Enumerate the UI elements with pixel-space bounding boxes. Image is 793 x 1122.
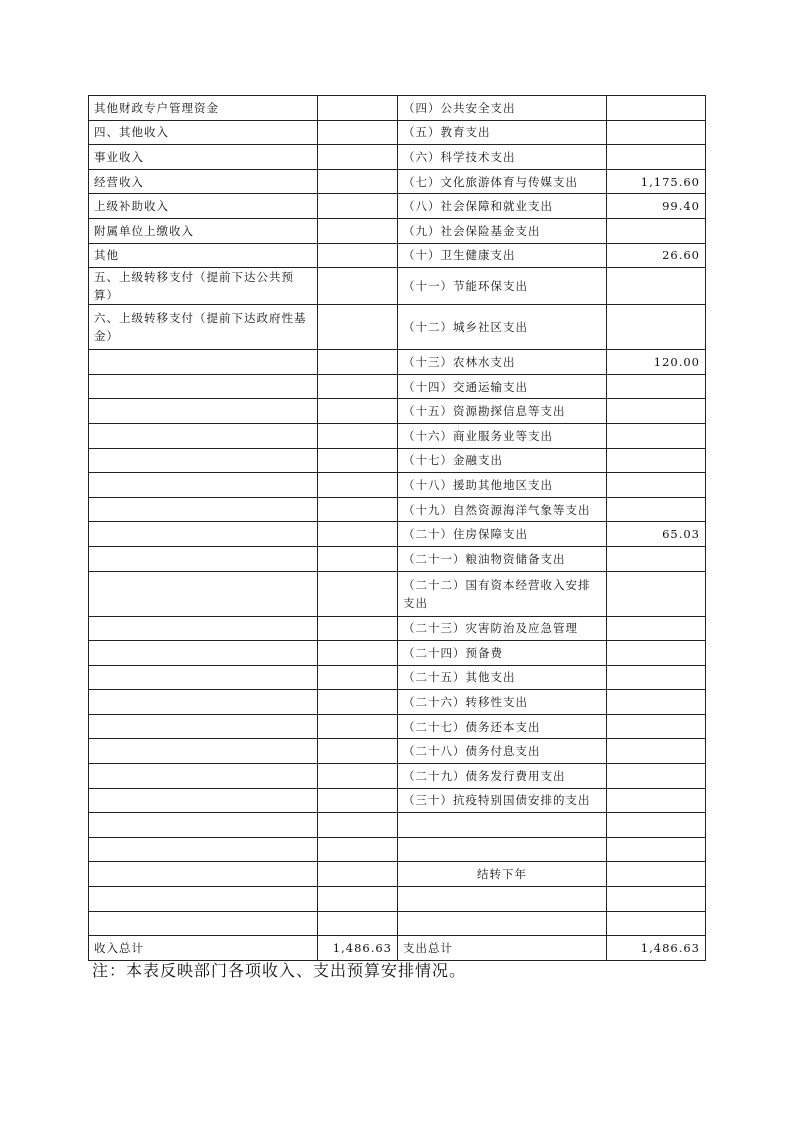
expense-value-cell — [607, 571, 706, 616]
expense-total-value: 1,486.63 — [607, 936, 706, 961]
income-label-cell — [89, 813, 318, 838]
expense-value-cell: 26.60 — [607, 243, 706, 268]
income-label-cell — [89, 616, 318, 641]
expense-value-cell — [607, 616, 706, 641]
expense-label-cell: （二十九）债务发行费用支出 — [398, 764, 607, 789]
expense-value-cell — [607, 788, 706, 813]
income-value-cell — [318, 120, 398, 145]
expense-label-cell: （二十一）粮油物资储备支出 — [398, 546, 607, 571]
income-value-cell — [318, 911, 398, 936]
expense-value-cell — [607, 714, 706, 739]
income-label-cell — [89, 350, 318, 375]
income-value-cell — [318, 268, 398, 305]
income-value-cell — [318, 887, 398, 912]
table-row — [89, 887, 706, 912]
income-label-cell: 事业收入 — [89, 145, 318, 170]
table-row — [89, 571, 706, 616]
table-row — [89, 374, 706, 399]
table-row — [89, 473, 706, 498]
income-label-cell: 经营收入 — [89, 169, 318, 194]
income-label-cell: 六、上级转移支付（提前下达政府性基金） — [89, 305, 318, 350]
expense-label-cell: （五）教育支出 — [398, 120, 607, 145]
expense-label-cell: （二十七）债务还本支出 — [398, 714, 607, 739]
expense-value-cell — [607, 813, 706, 838]
expense-label-cell: （七）文化旅游体育与传媒支出 — [398, 169, 607, 194]
income-value-cell — [318, 714, 398, 739]
table-row — [89, 448, 706, 473]
expense-label-cell — [398, 887, 607, 912]
income-label-cell — [89, 374, 318, 399]
expense-label-cell: （四）公共安全支出 — [398, 96, 607, 121]
income-value-cell — [318, 764, 398, 789]
expense-value-cell — [607, 665, 706, 690]
income-label-cell — [89, 714, 318, 739]
income-label-cell — [89, 448, 318, 473]
income-label-cell — [89, 665, 318, 690]
income-value-cell — [318, 305, 398, 350]
expense-label-cell: （六）科学技术支出 — [398, 145, 607, 170]
income-value-cell — [318, 788, 398, 813]
income-label-cell: 四、其他收入 — [89, 120, 318, 145]
income-value-cell — [318, 739, 398, 764]
table-row — [89, 218, 706, 243]
income-label-cell — [89, 571, 318, 616]
expense-value-cell: 120.00 — [607, 350, 706, 375]
expense-value-cell — [607, 739, 706, 764]
table-row — [89, 764, 706, 789]
expense-value-cell — [607, 448, 706, 473]
expense-label-cell: （十八）援助其他地区支出 — [398, 473, 607, 498]
table-row — [89, 350, 706, 375]
table-row — [89, 194, 706, 219]
table-row — [89, 145, 706, 170]
income-label-cell — [89, 739, 318, 764]
expense-label-cell: （二十六）转移性支出 — [398, 690, 607, 715]
income-label-cell — [89, 690, 318, 715]
table-row — [89, 616, 706, 641]
table-row — [89, 243, 706, 268]
expense-value-cell — [607, 837, 706, 862]
expense-value-cell: 99.40 — [607, 194, 706, 219]
expense-label-cell: （十四）交通运输支出 — [398, 374, 607, 399]
income-value-cell — [318, 350, 398, 375]
income-value-cell — [318, 522, 398, 547]
expense-value-cell — [607, 96, 706, 121]
expense-value-cell — [607, 497, 706, 522]
table-row — [89, 120, 706, 145]
income-value-cell — [318, 399, 398, 424]
expense-label-cell: （十九）自然资源海洋气象等支出 — [398, 497, 607, 522]
income-label-cell: 五、上级转移支付（提前下达公共预算） — [89, 268, 318, 305]
income-label-cell: 上级补助收入 — [89, 194, 318, 219]
expense-label-cell: （十六）商业服务业等支出 — [398, 423, 607, 448]
income-total-label: 收入总计 — [89, 936, 318, 961]
income-label-cell — [89, 764, 318, 789]
income-label-cell — [89, 423, 318, 448]
table-row — [89, 96, 706, 121]
expense-label-cell: （二十八）债务付息支出 — [398, 739, 607, 764]
income-label-cell: 其他 — [89, 243, 318, 268]
expense-label-cell: （九）社会保险基金支出 — [398, 218, 607, 243]
expense-label-cell — [398, 911, 607, 936]
income-label-cell — [89, 399, 318, 424]
income-label-cell — [89, 497, 318, 522]
table-row — [89, 399, 706, 424]
income-label-cell — [89, 641, 318, 666]
table-row — [89, 169, 706, 194]
income-label-cell — [89, 862, 318, 887]
income-label-cell — [89, 546, 318, 571]
expense-value-cell — [607, 305, 706, 350]
expense-value-cell — [607, 268, 706, 305]
income-label-cell — [89, 837, 318, 862]
table-row — [89, 665, 706, 690]
table-row — [89, 690, 706, 715]
income-value-cell — [318, 218, 398, 243]
table-row — [89, 546, 706, 571]
expense-label-cell: （十）卫生健康支出 — [398, 243, 607, 268]
expense-value-cell — [607, 764, 706, 789]
income-label-cell: 其他财政专户管理资金 — [89, 96, 318, 121]
income-value-cell — [318, 616, 398, 641]
expense-value-cell — [607, 911, 706, 936]
table-row — [89, 714, 706, 739]
income-value-cell — [318, 423, 398, 448]
income-label-cell: 附属单位上缴收入 — [89, 218, 318, 243]
income-value-cell — [318, 690, 398, 715]
expense-value-cell — [607, 887, 706, 912]
expense-value-cell — [607, 399, 706, 424]
income-value-cell — [318, 194, 398, 219]
income-value-cell — [318, 571, 398, 616]
income-label-cell — [89, 887, 318, 912]
income-value-cell — [318, 641, 398, 666]
expense-total-label: 支出总计 — [398, 936, 607, 961]
expense-value-cell — [607, 473, 706, 498]
table-row — [89, 837, 706, 862]
expense-value-cell — [607, 120, 706, 145]
income-value-cell — [318, 96, 398, 121]
income-value-cell — [318, 243, 398, 268]
income-value-cell — [318, 665, 398, 690]
totals-row — [89, 936, 706, 961]
expense-label-cell — [398, 837, 607, 862]
table-row — [89, 813, 706, 838]
expense-value-cell — [607, 218, 706, 243]
table-row — [89, 911, 706, 936]
income-value-cell — [318, 546, 398, 571]
table-row — [89, 788, 706, 813]
table-row — [89, 522, 706, 547]
expense-label-cell: （十五）资源勘探信息等支出 — [398, 399, 607, 424]
budget-table-body — [89, 96, 706, 936]
expense-label-cell: （二十四）预备费 — [398, 641, 607, 666]
expense-label-cell: （二十三）灾害防治及应急管理 — [398, 616, 607, 641]
table-row — [89, 268, 706, 305]
table-row — [89, 641, 706, 666]
expense-value-cell — [607, 862, 706, 887]
income-value-cell — [318, 497, 398, 522]
table-row — [89, 305, 706, 350]
expense-value-cell — [607, 641, 706, 666]
expense-value-cell — [607, 145, 706, 170]
expense-label-cell: （十二）城乡社区支出 — [398, 305, 607, 350]
income-value-cell — [318, 448, 398, 473]
budget-table — [88, 95, 706, 961]
expense-label-cell: （十一）节能环保支出 — [398, 268, 607, 305]
income-label-cell — [89, 473, 318, 498]
expense-value-cell — [607, 423, 706, 448]
expense-label-cell: 结转下年 — [398, 862, 607, 887]
expense-label-cell: （二十五）其他支出 — [398, 665, 607, 690]
income-value-cell — [318, 862, 398, 887]
table-row — [89, 862, 706, 887]
table-row — [89, 739, 706, 764]
income-value-cell — [318, 813, 398, 838]
expense-label-cell: （十七）金融支出 — [398, 448, 607, 473]
expense-value-cell: 65.03 — [607, 522, 706, 547]
expense-label-cell — [398, 813, 607, 838]
expense-value-cell — [607, 374, 706, 399]
income-value-cell — [318, 169, 398, 194]
income-value-cell — [318, 145, 398, 170]
income-label-cell — [89, 788, 318, 813]
table-note: 注：本表反映部门各项收入、支出预算安排情况。 — [92, 961, 467, 980]
expense-value-cell — [607, 690, 706, 715]
income-value-cell — [318, 837, 398, 862]
income-value-cell — [318, 374, 398, 399]
expense-label-cell: （十三）农林水支出 — [398, 350, 607, 375]
table-row — [89, 423, 706, 448]
table-row — [89, 497, 706, 522]
expense-label-cell: （二十）住房保障支出 — [398, 522, 607, 547]
expense-label-cell: （八）社会保障和就业支出 — [398, 194, 607, 219]
income-total-value: 1,486.63 — [318, 936, 398, 961]
income-label-cell — [89, 911, 318, 936]
expense-label-cell: （三十）抗疫特别国债安排的支出 — [398, 788, 607, 813]
income-label-cell — [89, 522, 318, 547]
expense-value-cell — [607, 546, 706, 571]
expense-label-cell: （二十二）国有资本经营收入安排支出 — [398, 571, 607, 616]
expense-value-cell: 1,175.60 — [607, 169, 706, 194]
income-value-cell — [318, 473, 398, 498]
